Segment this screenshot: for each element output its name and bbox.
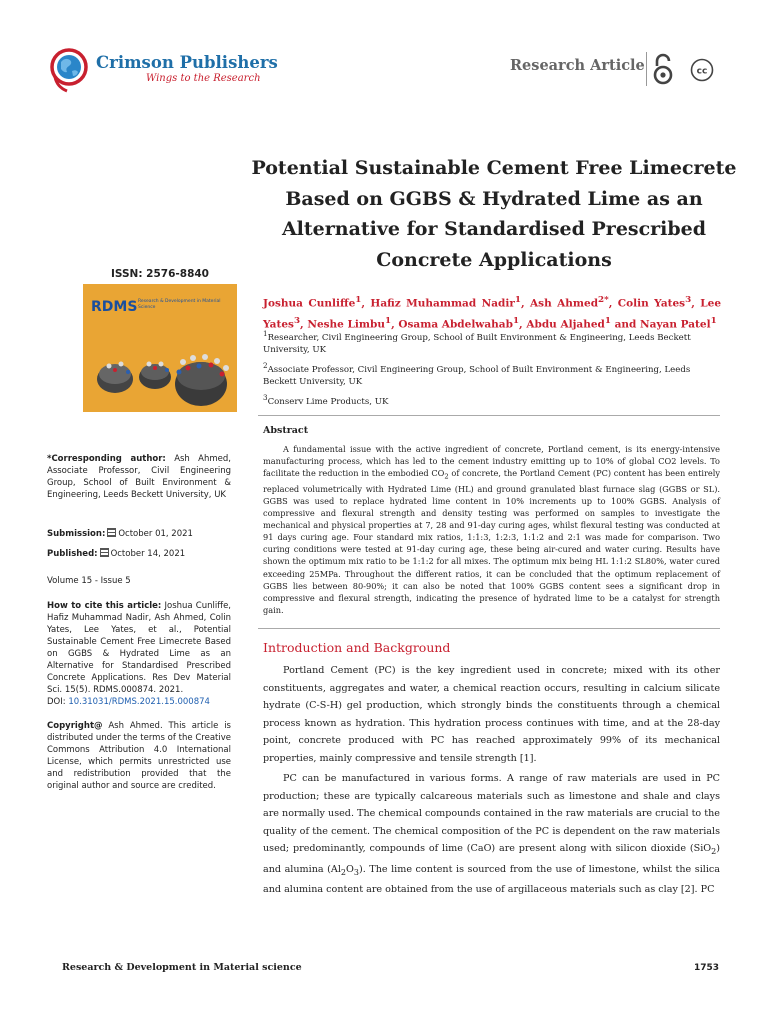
- cover-journal-full: Research & Development in Material Science: [138, 299, 221, 310]
- article-title: Potential Sustainable Cement Free Limecrete Based on GGBS & Hydrated Lime as an Alternative for Standardised Prescribed Concrete Applications: [251, 157, 737, 271]
- globe-logo-icon: [50, 47, 92, 93]
- divider: [258, 415, 720, 416]
- affiliation-sup: 3: [263, 393, 268, 402]
- creative-commons-icon[interactable]: [690, 58, 714, 82]
- publisher-name: Crimson Publishers: [96, 53, 278, 72]
- cite-label: How to cite this article:: [47, 601, 162, 611]
- paragraph-text: PC can be manufactured in various forms. A range of raw materials are used in PC production; these are typically calcareous materials such as limestone and shale and clays are normally used. The chemical compounds contained in the raw materials are crucial to the quality of the cement. The chemical composition of the PC is dependent on the raw materials used; predominantly, compounds of lime (CaO) are present along with silicon dioxide (SiO: [263, 773, 720, 855]
- section-heading-introduction: Introduction and Background: [263, 640, 451, 655]
- author-sup: 1: [355, 295, 362, 305]
- author-name: Colin Yates: [617, 297, 686, 310]
- affiliation-2: [263, 360, 721, 388]
- affiliation-3: [263, 392, 721, 408]
- open-access-lock-icon[interactable]: [652, 52, 674, 86]
- svg-text:cc: cc: [696, 66, 708, 77]
- corresponding-author-label: *Corresponding author:: [47, 454, 166, 464]
- cite-text: Joshua Cunliffe, Hafiz Muhammad Nadir, Ash Ahmed, Colin Yates, Lee Yates, et al., Potential Sustainable Cement Free Limecrete Based on GGBS & Hydrated Lime as an Alternative for Standardised Prescribed Concrete Applications. Res Dev Material Sci. 15(5). RDMS.000874. 2021.: [47, 601, 231, 695]
- paragraph: [263, 662, 720, 768]
- paragraph-text: ) and alumina (Al: [263, 843, 720, 875]
- abstract-part: of concrete, the Portland Cement (PC) content has been entirely replaced volumetrically with Hydrated Lime (HL) and ground granulated blast furnace slag (GGBS or SL). GGBS was used to replace hydrated lime content in 10% increments up to 100% GGBS. Analysis of compressive and flexural strength and density testing was performed on samples to investigate the mechanical and physical properties at 7, 28 and 91-day curing ages, whilst flexural testing was conducted at 91 days curing age. Four standard mix ratios, 1:1:3, 1:2:3, 1:1:2 and 2:1 was made for comparison. Two curing conditions were tested at 91-day curing age, these being air-cured and water curing. Results have shown the optimum mix ratio to be 1:1:2 for all mixes. The optimum mix being HL 1:1:2 SL80%, water cured exceeding 25MPa. Throughout the different ratios, it can be concluded that the optimum replacement of GGBS lies between 80-90%; it can also be noted that 100% GGBS content sees a significant drop in compressive and flexural strength, indicating the presence of hydrated lime to be a catalyst for strength gain.: [263, 468, 720, 615]
- abstract-heading: Abstract: [263, 425, 309, 436]
- author-name: Osama Abdelwahab: [398, 318, 513, 330]
- affiliation-sup: 2: [263, 361, 268, 370]
- abstract-part: A fundamental issue with the active ingredient of concrete, Portland cement, is its energy-intensive manufacturing process, which has led to the cement industry emitting up to 10% of global CO2 levels. To facilitate the reduction in the embodied CO: [263, 444, 720, 479]
- subscript: 2: [340, 867, 346, 877]
- abstract-text: [263, 443, 720, 616]
- publisher-tagline: Wings to the Research: [146, 73, 261, 84]
- published-date-row: [47, 548, 231, 560]
- copyright-label: Copyright@: [47, 721, 103, 731]
- affiliation-text: Researcher, Civil Engineering Group, School of Built Environment & Engineering, Leeds Beckett University, UK: [263, 332, 691, 355]
- published-date: October 14, 2021: [110, 549, 186, 559]
- author-name: Hafiz Muhammad Nadir: [370, 297, 515, 310]
- affiliation-1: [263, 328, 721, 356]
- copyright-notice: [47, 720, 231, 792]
- cover-molecules-illustration: [83, 324, 237, 412]
- corresponding-author-text: Ash Ahmed, Associate Professor, Civil Engineering Group, School of Built Environment & Engineering, Leeds Beckett University, UK: [47, 454, 231, 500]
- author-name: Joshua Cunliffe: [263, 297, 356, 310]
- published-label: Published:: [47, 549, 98, 559]
- author-name: Neshe Limbu: [307, 318, 385, 330]
- author-name: Ash Ahmed: [530, 297, 599, 310]
- author-sup: 1: [384, 315, 392, 326]
- subscript: 2: [444, 472, 449, 481]
- publisher-logo[interactable]: [50, 47, 280, 97]
- footer-journal-name: Research & Development in Material science: [62, 962, 302, 973]
- corresponding-author: [47, 453, 231, 501]
- paragraph-text: O: [346, 863, 354, 875]
- author-sup: 1: [710, 315, 717, 326]
- how-to-cite: [47, 600, 231, 708]
- calendar-icon: [100, 548, 109, 557]
- subscript: 3: [353, 867, 359, 877]
- issn: ISSN: 2576-8840: [110, 268, 209, 280]
- header-divider: [646, 52, 647, 86]
- submission-label: Submission:: [47, 529, 106, 539]
- author-name: Lee Yates: [263, 297, 721, 330]
- author-name: Abdu Aljahed: [526, 318, 605, 330]
- submission-date: October 01, 2021: [118, 529, 193, 539]
- doi-link[interactable]: 10.31031/RDMS.2021.15.000874: [68, 697, 210, 707]
- author-sup: 1: [604, 315, 611, 326]
- author-sup: 1: [512, 315, 520, 326]
- affiliation-text: Conserv Lime Products, UK: [267, 396, 389, 407]
- submission-date-row: [47, 528, 231, 540]
- page-number: 1753: [694, 963, 720, 973]
- paragraph: [263, 770, 720, 899]
- journal-cover-image[interactable]: [83, 284, 237, 412]
- cover-journal-abbrev: RDMS: [91, 299, 138, 315]
- author-list: Joshua Cunliffe$^1$, Hafiz Muhammad Nadir$^1$, Ash Ahmed$^{2*}$, Colin Yates$^3$, Lee Yates$^3$, Neshe Limbu$^1$, Osama Abdelwahab$^1$, Abdu Aljahed$^1$ and Nayan Patel$^1$: [263, 295, 721, 330]
- divider: [258, 628, 720, 629]
- subscript: 2: [711, 847, 717, 857]
- affiliation-text: Associate Professor, Civil Engineering Group, School of Built Environment & Engineering, Leeds Beckett University, UK: [263, 364, 691, 387]
- paragraph-text: ). The lime content is sourced from the use of limestone, whilst the silica and alumina content are obtained from the use of argillaceous materials such as clay [2]. PC: [263, 863, 720, 896]
- volume-issue: Volume 15 - Issue 5: [47, 576, 131, 586]
- author-sup: 1: [514, 295, 521, 305]
- paragraph-text: Portland Cement (PC) is the key ingredient used in concrete; mixed with its other constituents, aggregates and water, a chemical reaction occurs, resulting in calcium silicate hydrate (C-S-H) gel production, which strongly binds the constituents through a chemical process known as hydration. This hydration process continues with time, and at the 28-day point, concrete produced with PC has reached approximately 99% of its mechanical properties, mainly compressive and tensile strength [1].: [263, 665, 720, 764]
- author-name: Nayan Patel: [640, 318, 711, 330]
- author-sup: 3: [293, 315, 301, 326]
- calendar-icon: [107, 528, 116, 537]
- author-sup: 2*: [598, 295, 609, 305]
- doi-label: DOI:: [47, 697, 66, 707]
- article-type-label: Research Article: [510, 57, 645, 74]
- affiliation-sup: 1: [263, 329, 268, 338]
- copyright-text: Ash Ahmed. This article is distributed under the terms of the Creative Commons Attribution 4.0 International License, which permits unrestricted use and redistribution provided that the original author and source are credited.: [47, 721, 231, 791]
- author-sup: 3: [685, 295, 692, 305]
